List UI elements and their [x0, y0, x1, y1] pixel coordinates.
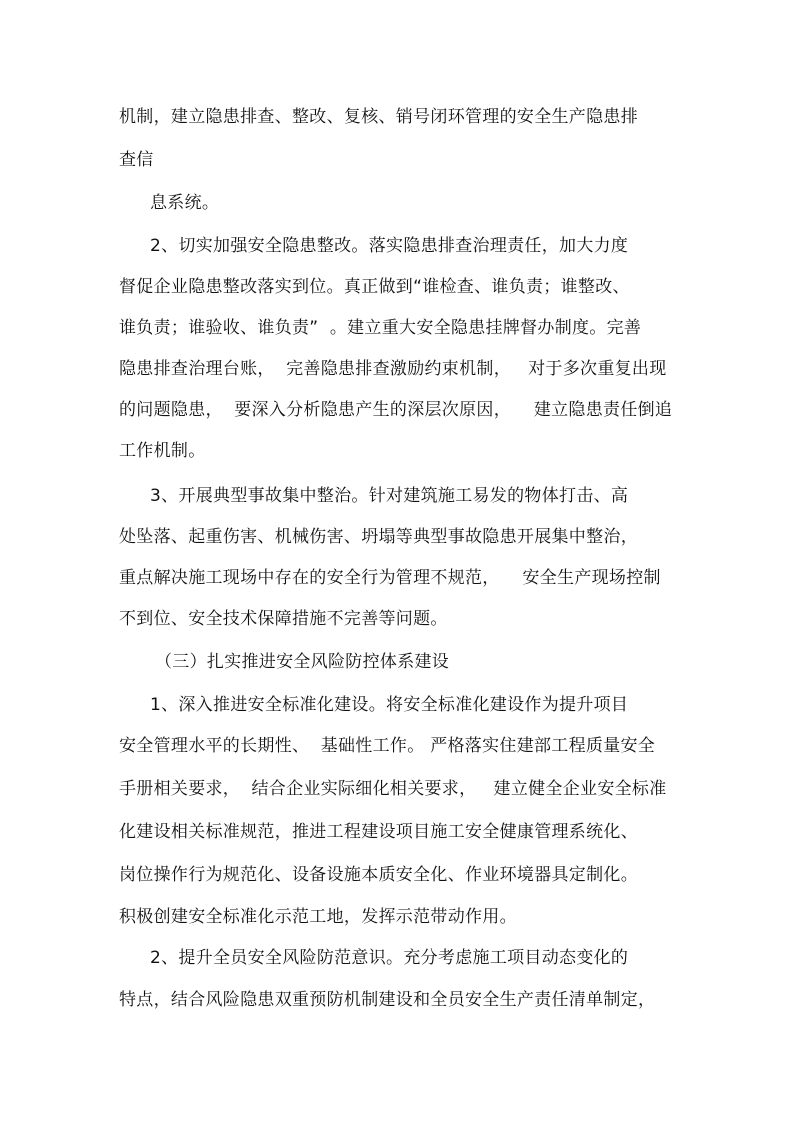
text-line: 不到位、安全技术保障措施不完善等问题。: [119, 609, 448, 629]
text-line: 安全管理水平的长期性、 基础性工作。 严格落实住建部工程质量安全: [119, 736, 656, 756]
text-line: 谁负责；谁验收、谁负责” 。建立重大安全隐患挂牌督办制度。完善: [119, 318, 642, 338]
text-line: 隐患排查治理台账， 完善隐患排查激励约束机制， 对于多次重复出现: [119, 359, 667, 379]
text-line: 机制，建立隐患排查、整改、复核、销号闭环管理的安全生产隐患排: [119, 107, 638, 127]
text-line: 特点，结合风险隐患双重预防机制建设和全员安全生产责任清单制定，: [119, 990, 656, 1010]
text-line: 处坠落、起重伤害、机械伤害、坍塌等典型事故隐患开展集中整治，: [119, 527, 638, 547]
text-line: 重点解决施工现场中存在的安全行为管理不规范， 安全生产现场控制: [119, 568, 661, 588]
text-line: 岗位操作行为规范化、设备设施本质安全化、作业环境器具定制化。: [119, 865, 638, 885]
paragraph-start: 2、切实加强安全隐患整改。落实隐患排查治理责任，加大力度: [150, 236, 629, 256]
text-line: 查信: [119, 150, 154, 170]
text-line: 化建设相关标准规范，推进工程建设项目施工安全健康管理系统化、: [119, 822, 638, 842]
paragraph-start: 2、提升全员安全风险防范意识。充分考虑施工项目动态变化的: [150, 948, 629, 968]
text-line: 手册相关要求， 结合企业实际细化相关要求， 建立健全企业安全标准: [119, 779, 667, 799]
text-line: 督促企业隐患整改落实到位。真正做到“谁检查、谁负责；谁整改、: [119, 277, 630, 297]
paragraph-start: 3、开展典型事故集中整治。针对建筑施工易发的物体打击、高: [150, 486, 629, 506]
paragraph-start: 1、深入推进安全标准化建设。将安全标准化建设作为提升项目: [150, 695, 629, 715]
text-line: 息系统。: [150, 193, 220, 213]
text-line: 工作机制。: [119, 441, 206, 461]
section-heading: （三）扎实推进安全风险防控体系建设: [155, 652, 450, 672]
text-line: 的问题隐患， 要深入分析隐患产生的深层次原因， 建立隐患责任倒追: [119, 400, 673, 420]
text-line: 积极创建安全标准化示范工地，发挥示范带动作用。: [119, 907, 517, 927]
